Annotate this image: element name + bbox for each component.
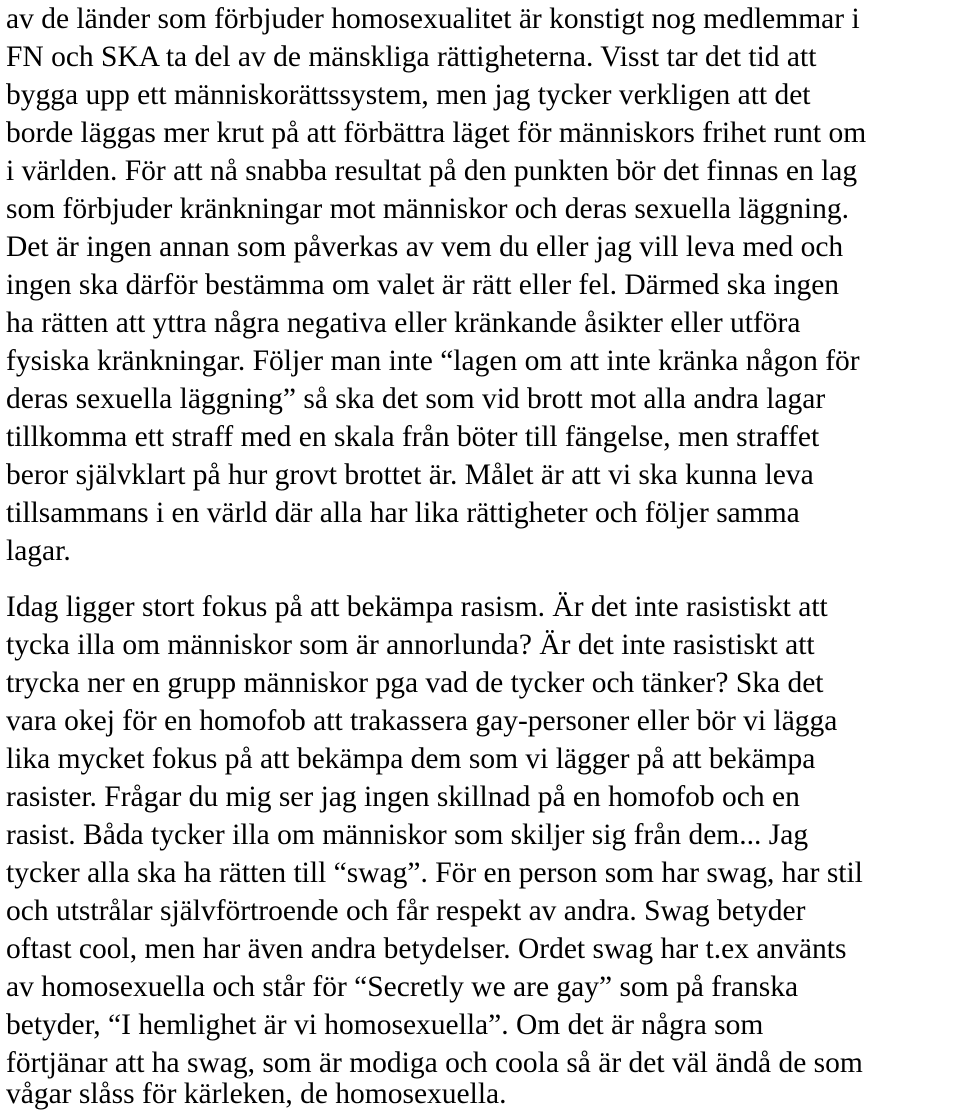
text-line: trycka ner en grupp människor pga vad de tycker och tänker? Ska det xyxy=(6,667,824,699)
text-line: ha rätten att yttra några negativa eller kränkande åsikter eller utföra xyxy=(6,307,801,339)
text-line: och utstrålar självförtroende och får respekt av andra. Swag betyder xyxy=(6,895,806,927)
text-line: av de länder som förbjuder homosexualitet är konstigt nog medlemmar i xyxy=(6,3,860,35)
text-line: beror självklart på hur grovt brottet är. Målet är att vi ska kunna leva xyxy=(6,459,814,491)
text-line: bygga upp ett människorättssystem, men jag tycker verkligen att det xyxy=(6,79,811,111)
text-line: borde läggas mer krut på att förbättra läget för människors frihet runt om xyxy=(6,117,867,149)
text-line: lika mycket fokus på att bekämpa dem som vi lägger på att bekämpa xyxy=(6,743,816,775)
text-line: av homosexuella och står för “Secretly we are gay” som på franska xyxy=(6,971,799,1003)
text-line: tycker alla ska ha rätten till “swag”. För en person som har swag, har stil xyxy=(6,857,863,889)
text-line: vara okej för en homofob att trakassera gay-personer eller bör vi lägga xyxy=(6,705,838,737)
text-line: ingen ska därför bestämma om valet är rätt eller fel. Därmed ska ingen xyxy=(6,269,840,301)
text-line: rasister. Frågar du mig ser jag ingen skillnad på en homofob och en xyxy=(6,781,800,813)
text-line: betyder, “I hemlighet är vi homosexuella”. Om det är några som xyxy=(6,1009,764,1041)
text-line: tillsammans i en värld där alla har lika rättigheter och följer samma xyxy=(6,497,800,529)
text-line: rasist. Båda tycker illa om människor som skiljer sig från dem... Jag xyxy=(6,819,809,851)
text-line: tillkomma ett straff med en skala från böter till fängelse, men straffet xyxy=(6,421,820,453)
text-line: fysiska kränkningar. Följer man inte “lagen om att inte kränka någon för xyxy=(6,345,860,377)
text-line: som förbjuder kränkningar mot människor och deras sexuella läggning. xyxy=(6,193,849,225)
text-line: vågar slåss för kärleken, de homosexuella. xyxy=(6,1078,507,1110)
text-line: tycka illa om människor som är annorlunda? Är det inte rasistiskt att xyxy=(6,629,815,661)
text-line: deras sexuella läggning” så ska det som vid brott mot alla andra lagar xyxy=(6,383,826,415)
text-line: i världen. För att nå snabba resultat på den punkten bör det finnas en lag xyxy=(6,155,858,187)
text-line: Det är ingen annan som påverkas av vem du eller jag vill leva med och xyxy=(6,231,844,263)
text-line: FN och SKA ta del av de mänskliga rättigheterna. Visst tar det tid att xyxy=(6,41,817,73)
text-line: förtjänar att ha swag, som är modiga och coola så är det väl ändå de som xyxy=(6,1047,863,1079)
text-line: Idag ligger stort fokus på att bekämpa rasism. Är det inte rasistiskt att xyxy=(6,591,828,623)
document-page xyxy=(6,0,954,1113)
text-line: oftast cool, men har även andra betydelser. Ordet swag har t.ex använts xyxy=(6,933,847,965)
text-line: lagar. xyxy=(6,535,71,567)
